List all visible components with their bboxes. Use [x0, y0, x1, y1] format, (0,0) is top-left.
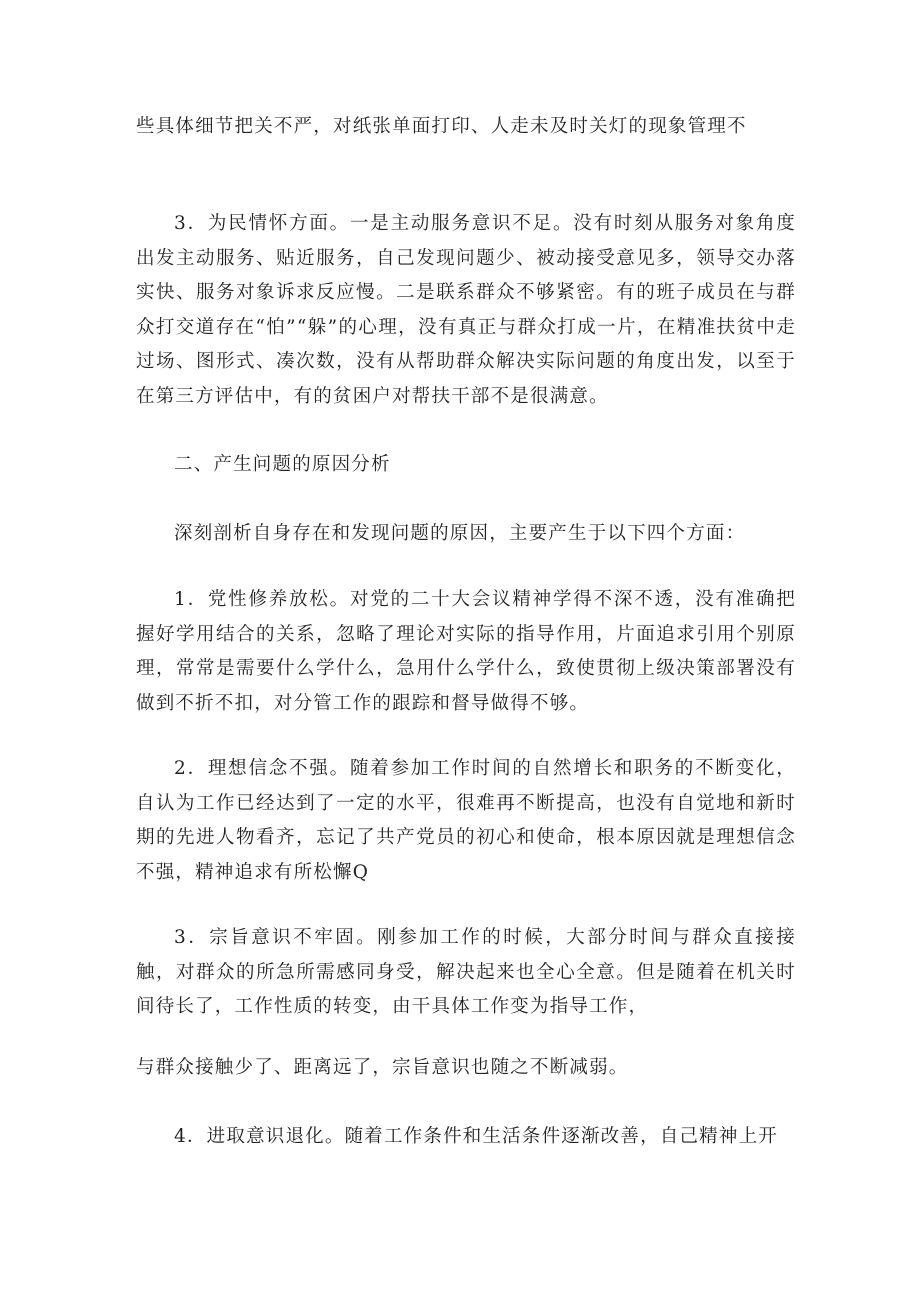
paragraph-ideals: 2．理想信念不强。随着参加工作时间的自然增长和职务的不断变化，自认为工作已经达到了一定的水平，很难再不断提高，也没有自觉地和新时期的先进人物看齐，忘记了共产党员的初心和使命，根本原因就是理想信念不强，精神追求有所松懈Q	[136, 758, 796, 883]
section-heading-causes: 二、产生问题的原因分析	[174, 454, 391, 475]
paragraph-purpose-continued: 与群众接触少了、距离远了，宗旨意识也随之不断减弱。	[136, 1057, 629, 1078]
paragraph-purpose: 3．宗旨意识不牢固。刚参加工作的时候，大部分时间与群众直接接触，对群众的所急所需感同身受，解决起来也全心全意。但是随着在机关时间待长了，工作性质的转变，由干具体工作变为指导工作，	[136, 927, 796, 1017]
paragraph-people-sentiment: 3．为民情怀方面。一是主动服务意识不足。没有时刻从服务对象角度出发主动服务、贴近服务，自己发现问题少、被动接受意见多，领导交办落实快、服务对象诉求反应慢。二是联系群众不够紧密。有的班子成员在与群众打交道存在“怕”“躲”的心理，没有真正与群众打成一片，在精准扶贫中走过场、图形式、凑次数，没有从帮助群众解决实际问题的角度出发，以至于在第三方评估中，有的贫困户对帮扶干部不是很满意。	[136, 213, 796, 407]
paragraph-enterprise: 4．进取意识退化。随着工作条件和生活条件逐渐改善，自己精神上开	[174, 1126, 778, 1147]
paragraph-continuation: 些具体细节把关不严，对纸张单面打印、人走未及时关灯的现象管理不	[136, 116, 747, 137]
paragraph-party-spirit: 1．党性修养放松。对党的二十大会议精神学得不深不透，没有准确把握好学用结合的关系，忽略了理论对实际的指导作用，片面追求引用个别原理，常常是需要什么学什么，急用什么学什么，致使贯彻上级决策部署没有做到不折不扣，对分管工作的跟踪和督导做得不够。	[136, 589, 796, 714]
paragraph-causes-intro: 深刻剖析自身存在和发现问题的原因，主要产生于以下四个方面：	[174, 523, 746, 544]
